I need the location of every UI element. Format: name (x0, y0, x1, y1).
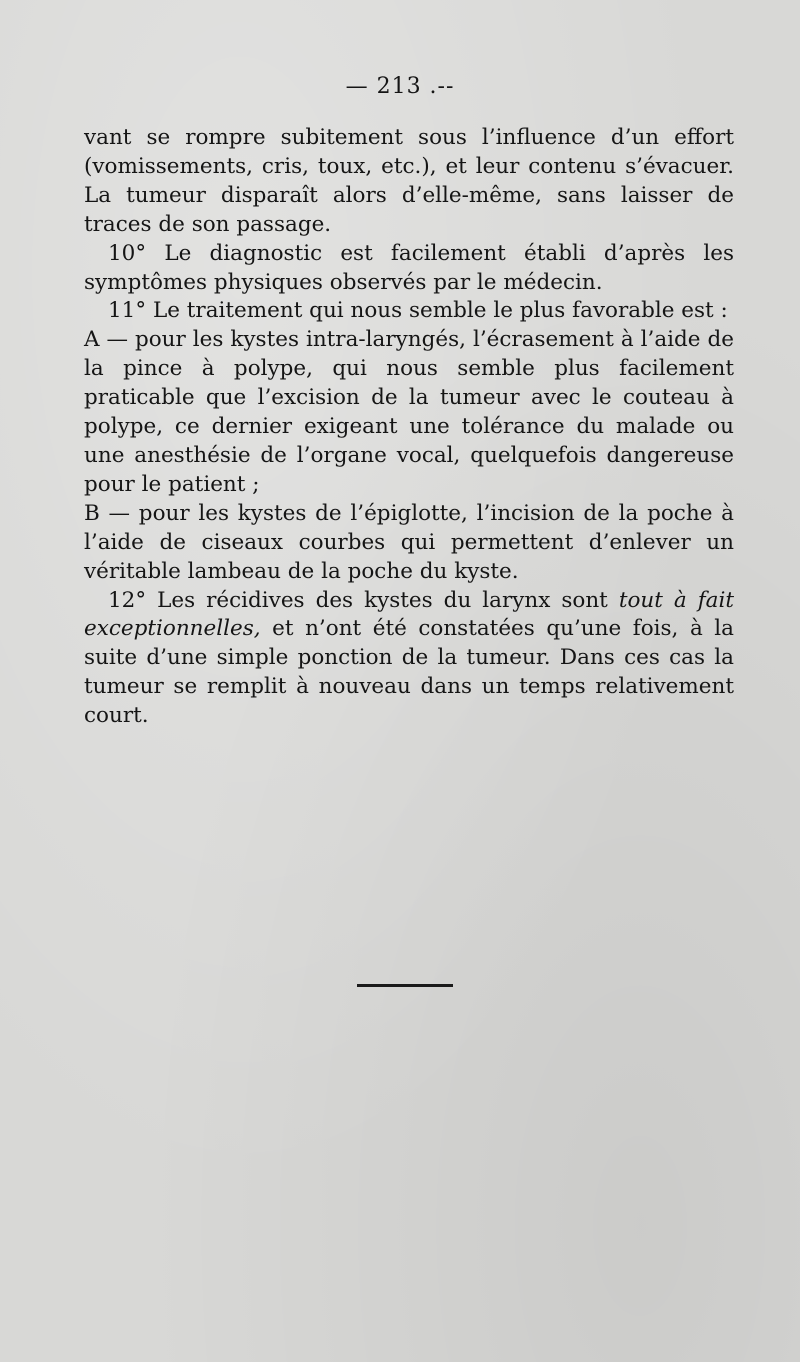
section-end-rule (357, 984, 453, 987)
paragraph-diagnosis: 10° Le diagnostic est facilement établi d’après les symptômes physiques observés par le médecin. (84, 240, 734, 295)
recurrence-text-start: 12° Les récidives des kystes du larynx sont (108, 587, 619, 613)
paragraph-treatment-b: B — pour les kystes de l’épiglotte, l’incision de la poche à l’aide de ciseaux courbes qui permettent d’enlever un véritable lambeau de la poche du kyste. (84, 500, 734, 584)
recurrence-text-end: et n’ont été constatées qu’une fois, à la suite d’une simple ponction de la tumeur. Dans ces cas la tumeur se remplit à nouveau dans un temps relativement court. (84, 616, 734, 729)
body-text (84, 124, 734, 731)
page-number: — 213 .-- (345, 74, 455, 99)
paragraph-continuation: vant se rompre subitement sous l’influence d’un effort (vomissements, cris, toux, etc.), et leur contenu s’évacuer. La tumeur disparaît alors d’elle-même, sans laisser de traces de son passage. (84, 125, 734, 237)
paragraph-recurrence (84, 587, 734, 732)
paragraph-treatment: 11° Le traitement qui nous semble le plus favorable est : (108, 298, 728, 324)
paragraph-treatment-a: A — pour les kystes intra-laryngés, l’écrasement à l’aide de la pince à polype, qui nous semble plus facilement praticable que l’excision de la tumeur avec le couteau à polype, ce dernier exigeant une tolérance du malade ou une anesthésie de l’organe vocal, quelquefois dangereuse pour le patient ; (84, 327, 734, 497)
recurrence-emphasis: tout à fait exceptionnelles, (84, 587, 734, 642)
